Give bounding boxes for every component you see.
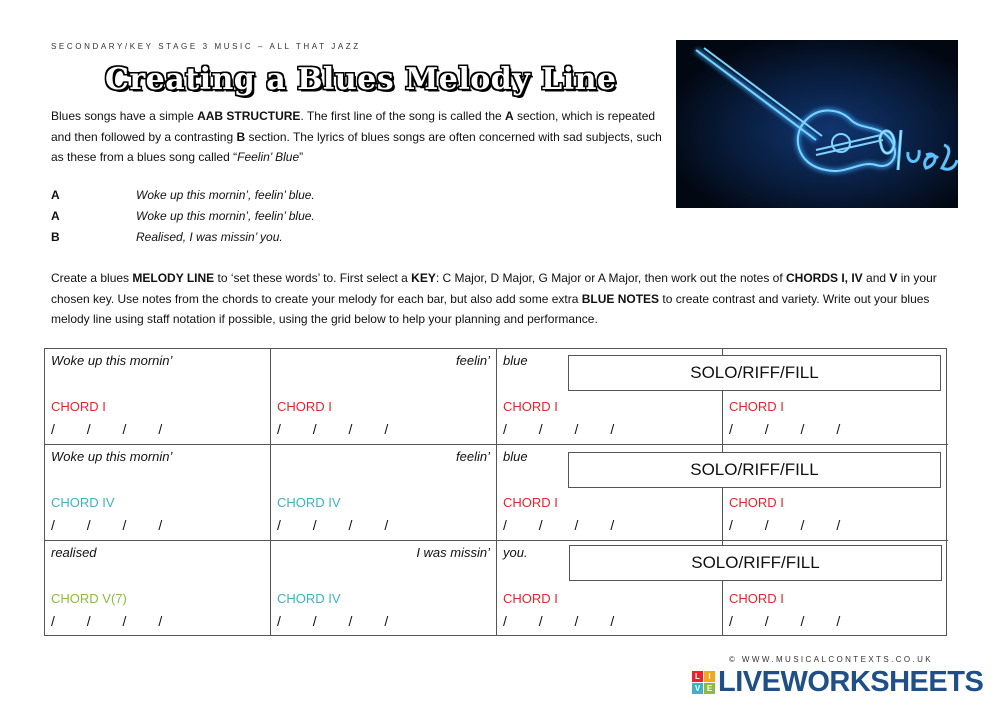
lyric-section-label: B	[51, 230, 60, 244]
solo-riff-fill-box[interactable]: SOLO/RIFF/FILL	[568, 355, 941, 391]
liveworksheets-wordmark: LIVEWORKSHEETS	[718, 665, 984, 698]
lyric-section-label: A	[51, 209, 60, 223]
lyric-text: Woke up this mornin’, feelin’ blue.	[136, 209, 315, 223]
liveworksheets-logo[interactable]	[692, 667, 983, 697]
intro-paragraph: Blues songs have a simple AAB STRUCTURE. The first line of the song is called the A section, which is repeated and then followed by a contrasting B section. The lyrics of blues songs are often concerned with sad subjects, such as these from a blues song called “Feelin’ Blue”	[51, 109, 662, 164]
chord-label: CHORD I	[503, 399, 558, 414]
chord-label: CHORD V(7)	[51, 591, 127, 606]
logo-letter: V	[692, 683, 703, 694]
course-header: SECONDARY/KEY STAGE 3 MUSIC – ALL THAT JAZZ	[51, 42, 361, 51]
lyric-text: Realised, I was missin’ you.	[136, 230, 283, 244]
melody-planning-grid	[44, 348, 947, 636]
copyright-url: © WWW.MUSICALCONTEXTS.CO.UK	[729, 655, 934, 664]
beat-slashes: / / / /	[503, 421, 615, 437]
beat-slashes: / / / /	[51, 613, 163, 629]
cell-lyric: you.	[503, 545, 528, 560]
beat-slashes: / / / /	[277, 613, 389, 629]
chord-label: CHORD I	[729, 399, 784, 414]
chord-label: CHORD IV	[277, 591, 341, 606]
cell-lyric: feelin’	[456, 449, 490, 464]
chord-label: CHORD IV	[277, 495, 341, 510]
page-title: Creating a Blues Melody Line	[105, 62, 617, 97]
lyric-text: Woke up this mornin’, feelin’ blue.	[136, 188, 315, 202]
instructions-paragraph: Create a blues MELODY LINE to ‘set these words’ to. First select a KEY: C Major, D Major, G Major or A Major, then work out the notes of CHORDS I, IV and V in your chosen key. Use notes from the chords to create your melody for each bar, but also add some extra BLUE NOTES to create contrast and variety. Write out your blues melody line using staff notation if possible, using the grid below to help your planning and performance.	[51, 271, 937, 326]
beat-slashes: / / / /	[503, 517, 615, 533]
beat-slashes: / / / /	[729, 613, 841, 629]
cell-lyric: Woke up this mornin’	[51, 353, 173, 368]
cell-lyric: realised	[51, 545, 97, 560]
beat-slashes: / / / /	[729, 517, 841, 533]
cell-lyric: I was missin’	[416, 545, 490, 560]
beat-slashes: / / / /	[729, 421, 841, 437]
grid-cell-r2-bar1[interactable]	[45, 445, 271, 541]
beat-slashes: / / / /	[51, 517, 163, 533]
cell-lyric: blue	[503, 449, 528, 464]
grid-cell-r3-bar2[interactable]	[271, 541, 497, 635]
grid-cell-r2-bar2[interactable]	[271, 445, 497, 541]
chord-label: CHORD I	[503, 495, 558, 510]
cell-lyric: Woke up this mornin’	[51, 449, 173, 464]
neon-guitar-illustration	[676, 40, 958, 208]
logo-letter: E	[704, 683, 715, 694]
logo-letter: I	[704, 671, 715, 682]
solo-riff-fill-box[interactable]: SOLO/RIFF/FILL	[569, 545, 942, 581]
chord-label: CHORD I	[51, 399, 106, 414]
cell-lyric: feelin’	[456, 353, 490, 368]
chord-label: CHORD I	[503, 591, 558, 606]
cell-lyric: blue	[503, 353, 528, 368]
chord-label: CHORD I	[277, 399, 332, 414]
beat-slashes: / / / /	[503, 613, 615, 629]
grid-cell-r1-bar2[interactable]	[271, 349, 497, 445]
beat-slashes: / / / /	[277, 517, 389, 533]
solo-riff-fill-box[interactable]: SOLO/RIFF/FILL	[568, 452, 941, 488]
neon-blues-guitar-photo	[676, 40, 958, 208]
beat-slashes: / / / /	[51, 421, 163, 437]
chord-label: CHORD IV	[51, 495, 115, 510]
chord-label: CHORD I	[729, 495, 784, 510]
lyric-section-label: A	[51, 188, 60, 202]
grid-cell-r3-bar1[interactable]	[45, 541, 271, 635]
beat-slashes: / / / /	[277, 421, 389, 437]
chord-label: CHORD I	[729, 591, 784, 606]
logo-letter: L	[692, 671, 703, 682]
grid-cell-r1-bar1[interactable]	[45, 349, 271, 445]
liveworksheets-icon	[692, 671, 715, 694]
